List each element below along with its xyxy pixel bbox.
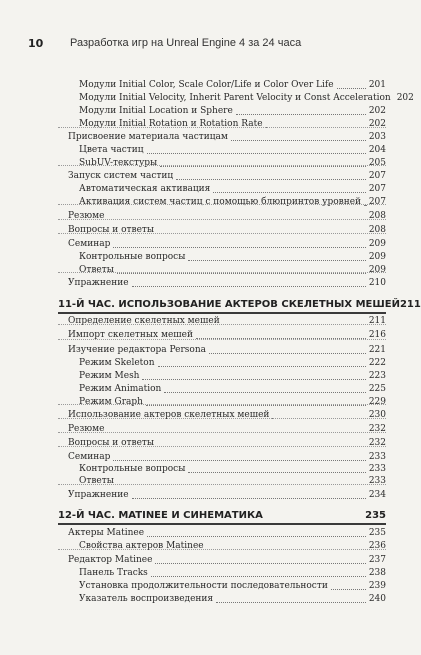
toc-entry [68, 344, 386, 356]
separator [58, 127, 386, 128]
toc-entry-title: SubUV-текстуры [79, 158, 158, 168]
separator [58, 219, 386, 220]
toc-entry [68, 489, 386, 501]
toc-entry [79, 144, 386, 156]
toc-entry [79, 264, 386, 276]
leader-dots [155, 563, 365, 564]
toc-entry-page: 240 [368, 594, 386, 604]
toc-entry [68, 437, 386, 449]
toc-entry [68, 423, 386, 435]
toc-entry [79, 118, 386, 130]
leader-dots [331, 589, 366, 590]
toc-entry-title: Редактор Matinee [68, 555, 153, 565]
toc-entry [68, 210, 386, 222]
leader-dots [132, 498, 366, 499]
toc-entry-page: 225 [368, 384, 386, 394]
leader-dots [113, 460, 365, 461]
toc-entry [79, 396, 386, 408]
toc-entry-page: 209 [368, 239, 386, 249]
toc-entry-title: Актеры Matinee [68, 528, 145, 538]
toc-entry [68, 170, 386, 182]
toc-entry-title: Резюме [68, 211, 105, 221]
leader-dots [216, 602, 366, 603]
toc-entry-page: 209 [368, 252, 386, 262]
leader-dots [188, 260, 365, 261]
toc-entry-title: Вопросы и ответы [68, 225, 155, 235]
toc-entry-page: 232 [368, 438, 386, 448]
toc-entry [79, 567, 386, 579]
toc-entry [79, 196, 386, 208]
toc-entry [68, 554, 386, 566]
toc-entry-title: Панель Tracks [79, 568, 148, 578]
separator [58, 165, 386, 166]
toc-entry [79, 183, 386, 195]
toc-entry-title: Ответы [79, 476, 114, 486]
toc-entry-title: Режим Graph [79, 397, 143, 407]
toc-entry-page: 210 [368, 278, 386, 288]
toc-entry-title: Цвета частиц [79, 145, 144, 155]
toc-entry-page: 233 [368, 476, 386, 486]
toc-entry [79, 92, 414, 104]
separator [58, 484, 386, 485]
toc-entry-page: 203 [368, 132, 386, 142]
toc-entry-title: Упражнение [68, 490, 129, 500]
separator [58, 432, 386, 433]
chapter-heading [58, 507, 386, 521]
chapter-page: 235 [365, 510, 386, 521]
toc-entry-title: Автоматическая активация [79, 184, 211, 194]
toc-entry-title: Присвоение материала частицам [68, 132, 228, 142]
leader-dots [160, 166, 366, 167]
toc-entry [79, 463, 386, 475]
toc-entry-title: Запуск систем частиц [68, 171, 174, 181]
toc-entry [79, 383, 386, 395]
toc-entry-page: 236 [368, 541, 386, 551]
toc-entry-title: Модули Initial Velocity, Inherit Parent Velocity и Const Acceleration [79, 93, 391, 103]
toc-entry-page: 208 [368, 225, 386, 235]
toc-entry-title: Активация систем частиц с помощью блюпринтов уровней [79, 197, 362, 207]
toc-entry [79, 105, 386, 117]
toc-entry-page: 229 [368, 397, 386, 407]
separator [58, 549, 386, 550]
separator [58, 324, 386, 325]
toc-entry-page: 202 [368, 119, 386, 129]
toc-entry-title: Семинар [68, 239, 111, 249]
toc-entry-page: 202 [368, 106, 386, 116]
separator [58, 204, 386, 205]
leader-dots [209, 353, 366, 354]
separator [58, 418, 386, 419]
toc-entry-page: 239 [368, 581, 386, 591]
toc-entry-page: 207 [368, 197, 386, 207]
toc-entry [68, 238, 386, 250]
toc-entry [79, 357, 386, 369]
leader-dots [113, 247, 365, 248]
toc-entry [68, 409, 386, 421]
toc-entry-title: Модули Initial Rotation и Rotation Rate [79, 119, 263, 129]
toc-entry-title: Контрольные вопросы [79, 464, 186, 474]
toc-entry-page: 211 [368, 316, 386, 326]
toc-entry-title: Вопросы и ответы [68, 438, 155, 448]
toc-entry-page: 216 [368, 330, 386, 340]
chapter-title: 12-Й ЧАС. MATINEE И СИНЕМАТИКА [58, 510, 263, 521]
leader-dots [164, 392, 366, 393]
toc-entry-page: 208 [368, 211, 386, 221]
toc-entry-page: 209 [368, 265, 386, 275]
leader-dots [158, 366, 366, 367]
separator [58, 404, 386, 405]
leader-dots [147, 153, 366, 154]
toc-entry [68, 451, 386, 463]
toc-entry [68, 131, 386, 143]
leader-dots [213, 192, 365, 193]
toc-entry-title: Указатель воспроизведения [79, 594, 214, 604]
toc-entry [68, 277, 386, 289]
leader-dots [176, 179, 366, 180]
chapter-heading [58, 296, 421, 310]
toc-entry-page: 237 [368, 555, 386, 565]
leader-dots [231, 140, 366, 141]
toc-entry [79, 475, 386, 487]
toc-entry-title: Модули Initial Location и Sphere [79, 106, 233, 116]
toc-entry [68, 224, 386, 236]
toc-entry-page: 223 [368, 371, 386, 381]
toc-entry-page: 201 [368, 80, 386, 90]
leader-dots [151, 576, 366, 577]
toc-entry-page: 222 [368, 358, 386, 368]
toc-entry-page: 202 [396, 93, 414, 103]
toc-entry-title: Упражнение [68, 278, 129, 288]
book-title: Разработка игр на Unreal Engine 4 за 24 часа [70, 37, 302, 49]
chapter-rule [58, 312, 386, 314]
toc-entry-page: 232 [368, 424, 386, 434]
leader-dots [337, 88, 366, 89]
toc-entry-page: 235 [368, 528, 386, 538]
leader-dots [146, 405, 366, 406]
separator [58, 339, 386, 340]
chapter-title: 11-Й ЧАС. ИСПОЛЬЗОВАНИЕ АКТЕРОВ СКЕЛЕТНЫХ МЕШЕЙ [58, 299, 400, 310]
separator [58, 272, 386, 273]
toc-entry [68, 527, 386, 539]
toc-entry [79, 370, 386, 382]
separator [58, 233, 386, 234]
leader-dots [132, 286, 366, 287]
toc-entry [79, 540, 386, 552]
toc-entry-page: 233 [368, 464, 386, 474]
page-number: 10 [28, 37, 44, 50]
toc-entry-title: Свойства актеров Matinee [79, 541, 204, 551]
toc-entry-title: Определение скелетных мешей [68, 316, 220, 326]
leader-dots [364, 205, 366, 206]
toc-entry-page: 207 [368, 184, 386, 194]
toc-entry [79, 157, 386, 169]
toc-entry [79, 580, 386, 592]
toc-entry-title: Модули Initial Color, Scale Color/Life и Color Over Life [79, 80, 334, 90]
toc-entry-page: 207 [368, 171, 386, 181]
toc-entry-page: 221 [368, 345, 386, 355]
leader-dots [142, 379, 365, 380]
chapter-page: 211 [399, 299, 421, 310]
toc-entry-title: Установка продолжительности последовательности [79, 581, 328, 591]
toc-entry-title: Семинар [68, 452, 111, 462]
toc-entry-page: 205 [368, 158, 386, 168]
toc-entry [68, 315, 386, 327]
toc-entry-title: Изучение редактора Persona [68, 345, 206, 355]
leader-dots [188, 472, 365, 473]
chapter-rule [58, 523, 386, 525]
toc-entry [79, 251, 386, 263]
toc-entry-title: Резюме [68, 424, 105, 434]
toc-entry-title: Импорт скелетных мешей [68, 330, 193, 340]
toc-entry-title: Режим Animation [79, 384, 162, 394]
toc-entry-page: 204 [368, 145, 386, 155]
toc-entry-page: 234 [368, 490, 386, 500]
toc-entry-title: Контрольные вопросы [79, 252, 186, 262]
separator [58, 446, 386, 447]
toc-entry-page: 233 [368, 452, 386, 462]
toc-entry [79, 593, 386, 605]
toc-entry-page: 230 [368, 410, 386, 420]
toc-entry [79, 79, 386, 91]
toc-entry-page: 238 [368, 568, 386, 578]
toc-entry-title: Использование актеров скелетных мешей [68, 410, 270, 420]
toc-entry-title: Ответы [79, 265, 114, 275]
leader-dots [236, 114, 366, 115]
toc-entry-title: Режим Skeleton [79, 358, 155, 368]
leader-dots [147, 536, 366, 537]
toc-entry-title: Режим Mesh [79, 371, 140, 381]
leader-dots [117, 273, 366, 274]
